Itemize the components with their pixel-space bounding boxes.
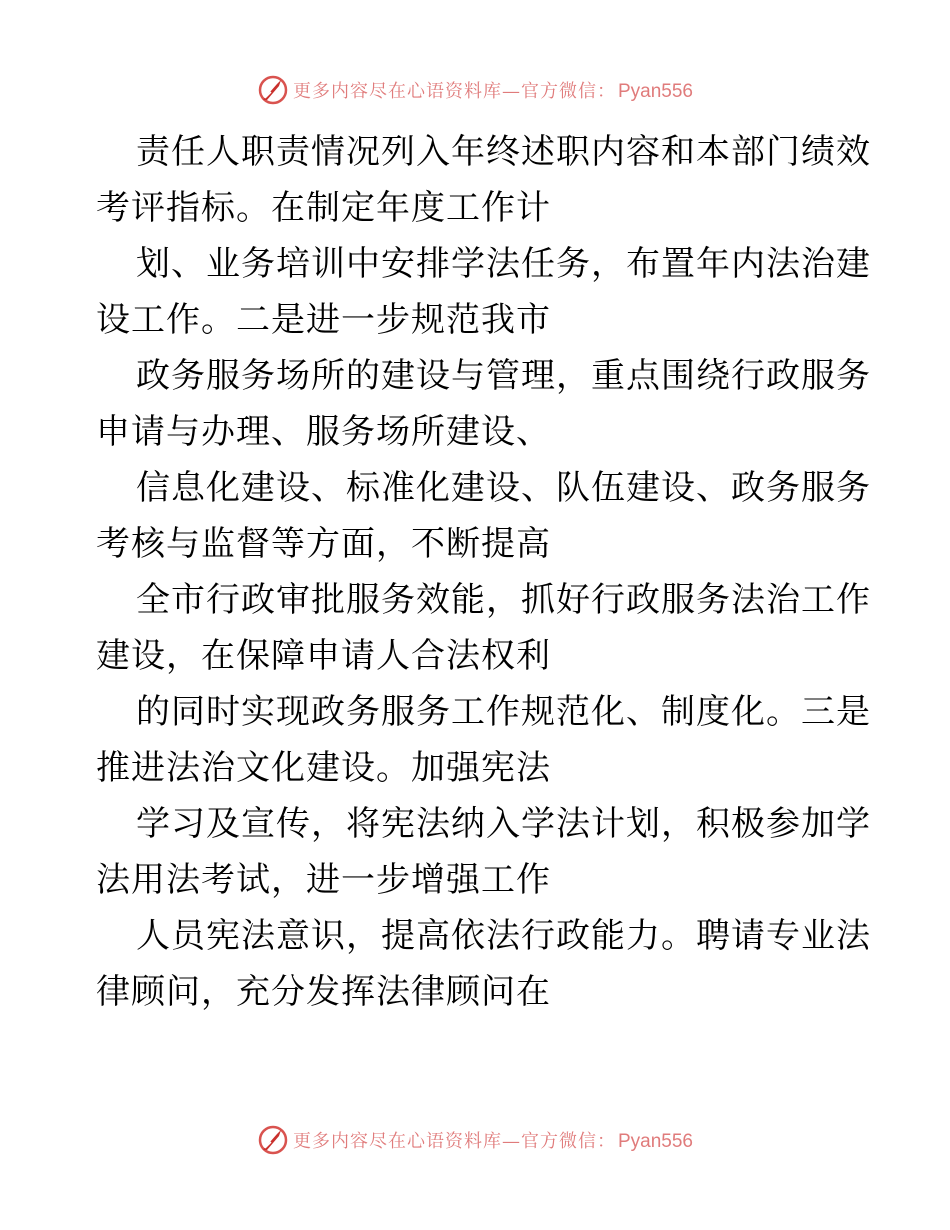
paragraph-line: 全市行政审批服务效能，抓好行政服务法治工作: [136, 580, 871, 620]
quill-logo-icon: [257, 1124, 289, 1156]
paragraph-line: 政务服务场所的建设与管理，重点围绕行政服务: [136, 356, 871, 396]
paragraph: [96, 908, 871, 1020]
paragraph-line: 建设，在保障申请人合法权利: [96, 636, 551, 676]
paragraph-line: 设工作。二是进一步规范我市: [96, 300, 551, 340]
paragraph-line: 人员宪法意识，提高依法行政能力。聘请专业法: [136, 916, 871, 956]
quill-logo-icon: [257, 74, 289, 106]
paragraph: [96, 796, 871, 908]
paragraph-line: 考评指标。在制定年度工作计: [96, 188, 551, 228]
paragraph-line: 法用法考试，进一步增强工作: [96, 860, 551, 900]
watermark-text: 更多内容尽在心语资料库—官方微信： Pyan556: [292, 81, 693, 102]
paragraph-line: 责任人职责情况列入年终述职内容和本部门绩效: [136, 132, 871, 172]
paragraph: [96, 460, 871, 572]
watermark-wechat-id: Pyan556: [617, 81, 693, 102]
paragraph-line: 考核与监督等方面，不断提高: [96, 524, 551, 564]
paragraph-line: 律顾问，充分发挥法律顾问在: [96, 972, 551, 1012]
paragraph: [96, 348, 871, 460]
watermark-text: 更多内容尽在心语资料库—官方微信： Pyan556: [292, 1131, 693, 1152]
paragraph-line: 申请与办理、服务场所建设、: [96, 412, 551, 452]
footer-watermark: [0, 1120, 950, 1160]
header-watermark: [0, 70, 950, 110]
paragraph-line: 推进法治文化建设。加强宪法: [96, 748, 551, 788]
paragraph: [96, 124, 871, 236]
document-body: [96, 124, 871, 1020]
paragraph: [96, 236, 871, 348]
paragraph-line: 学习及宣传，将宪法纳入学法计划，积极参加学: [136, 804, 871, 844]
watermark-wechat-id: Pyan556: [617, 1131, 693, 1152]
paragraph-line: 信息化建设、标准化建设、队伍建设、政务服务: [136, 468, 871, 508]
paragraph-line: 的同时实现政务服务工作规范化、制度化。三是: [136, 692, 871, 732]
paragraph: [96, 572, 871, 684]
paragraph-line: 划、业务培训中安排学法任务，布置年内法治建: [136, 244, 871, 284]
paragraph: [96, 684, 871, 796]
